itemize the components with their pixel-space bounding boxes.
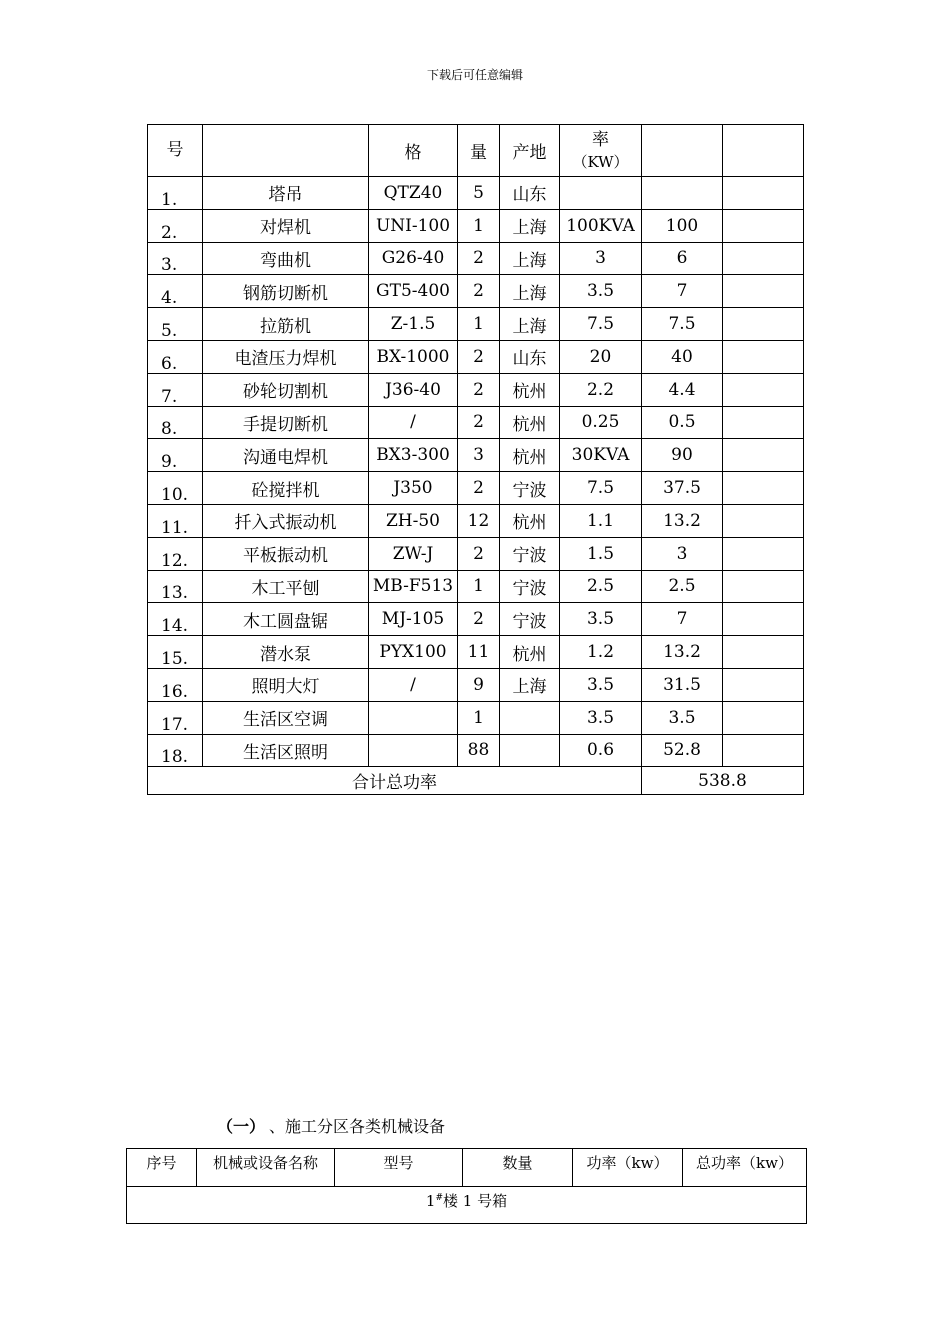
cell-origin: 杭州 bbox=[500, 504, 560, 537]
table-row bbox=[148, 406, 804, 439]
cell-total: 100 bbox=[642, 209, 723, 242]
cell-spec: BX-1000 bbox=[369, 340, 458, 373]
cell-extra bbox=[723, 308, 804, 341]
cell-origin: 上海 bbox=[500, 242, 560, 275]
header-qty: 量 bbox=[458, 125, 500, 177]
group-suffix: 楼 1 号箱 bbox=[443, 1192, 508, 1210]
cell-no: 17. bbox=[148, 701, 203, 734]
table-row bbox=[148, 308, 804, 341]
cell-extra bbox=[723, 209, 804, 242]
cell-power: 3 bbox=[560, 242, 642, 275]
cell-total bbox=[642, 177, 723, 210]
cell-no: 10. bbox=[148, 472, 203, 505]
group-prefix: 1 bbox=[425, 1192, 436, 1210]
cell-origin: 杭州 bbox=[500, 636, 560, 669]
cell-no: 16. bbox=[148, 668, 203, 701]
cell-no: 12. bbox=[148, 537, 203, 570]
cell-name: 生活区空调 bbox=[203, 701, 369, 734]
cell-no: 14. bbox=[148, 603, 203, 636]
cell-origin: 上海 bbox=[500, 275, 560, 308]
table-row bbox=[148, 209, 804, 242]
cell-extra bbox=[723, 636, 804, 669]
cell-name: 照明大灯 bbox=[203, 668, 369, 701]
cell-spec: PYX100 bbox=[369, 636, 458, 669]
cell-extra bbox=[723, 734, 804, 767]
cell-spec: / bbox=[369, 406, 458, 439]
cell-qty: 1 bbox=[458, 570, 500, 603]
cell-extra bbox=[723, 275, 804, 308]
cell-total: 90 bbox=[642, 439, 723, 472]
table-row bbox=[148, 537, 804, 570]
cell-name: 木工圆盘锯 bbox=[203, 603, 369, 636]
cell-extra bbox=[723, 340, 804, 373]
cell-power: 0.6 bbox=[560, 734, 642, 767]
cell-extra bbox=[723, 472, 804, 505]
cell-spec: MB-F513 bbox=[369, 570, 458, 603]
cell-extra bbox=[723, 177, 804, 210]
cell-total: 13.2 bbox=[642, 504, 723, 537]
cell-origin: 山东 bbox=[500, 177, 560, 210]
cell-power: 100KVA bbox=[560, 209, 642, 242]
group-sup: # bbox=[435, 1193, 443, 1203]
header-power bbox=[560, 125, 642, 177]
table-row bbox=[148, 472, 804, 505]
cell-power: 0.25 bbox=[560, 406, 642, 439]
table-row bbox=[148, 636, 804, 669]
cell-total: 0.5 bbox=[642, 406, 723, 439]
cell-name: 钢筋切断机 bbox=[203, 275, 369, 308]
cell-origin: 上海 bbox=[500, 308, 560, 341]
dist-header-total: 总功率（kw） bbox=[683, 1149, 807, 1187]
cell-qty: 2 bbox=[458, 603, 500, 636]
cell-no: 2. bbox=[148, 209, 203, 242]
cell-power: 3.5 bbox=[560, 701, 642, 734]
header-power-line2: （KW） bbox=[572, 152, 629, 171]
cell-spec: J36-40 bbox=[369, 373, 458, 406]
cell-spec: ZW-J bbox=[369, 537, 458, 570]
cell-name: 生活区照明 bbox=[203, 734, 369, 767]
header-origin: 产地 bbox=[500, 125, 560, 177]
cell-extra bbox=[723, 439, 804, 472]
cell-total: 40 bbox=[642, 340, 723, 373]
cell-no: 18. bbox=[148, 734, 203, 767]
cell-power: 30KVA bbox=[560, 439, 642, 472]
cell-origin bbox=[500, 734, 560, 767]
cell-power: 7.5 bbox=[560, 308, 642, 341]
cell-origin: 山东 bbox=[500, 340, 560, 373]
total-value: 538.8 bbox=[642, 767, 804, 795]
cell-spec: ZH-50 bbox=[369, 504, 458, 537]
cell-origin: 杭州 bbox=[500, 406, 560, 439]
table-row bbox=[148, 242, 804, 275]
header-spec: 格 bbox=[369, 125, 458, 177]
cell-spec: / bbox=[369, 668, 458, 701]
cell-qty: 2 bbox=[458, 406, 500, 439]
cell-total: 7 bbox=[642, 275, 723, 308]
cell-spec: BX3-300 bbox=[369, 439, 458, 472]
cell-total: 4.4 bbox=[642, 373, 723, 406]
cell-origin: 宁波 bbox=[500, 570, 560, 603]
cell-no: 15. bbox=[148, 636, 203, 669]
cell-qty: 2 bbox=[458, 340, 500, 373]
cell-name: 手提切断机 bbox=[203, 406, 369, 439]
cell-qty: 1 bbox=[458, 701, 500, 734]
cell-spec: Z-1.5 bbox=[369, 308, 458, 341]
cell-qty: 11 bbox=[458, 636, 500, 669]
cell-spec: G26-40 bbox=[369, 242, 458, 275]
cell-no: 13. bbox=[148, 570, 203, 603]
cell-total: 6 bbox=[642, 242, 723, 275]
header-no: 号 bbox=[148, 125, 203, 177]
cell-power: 3.5 bbox=[560, 603, 642, 636]
dist-group-label bbox=[127, 1187, 807, 1224]
header-name bbox=[203, 125, 369, 177]
cell-extra bbox=[723, 242, 804, 275]
page-note: 下载后可任意编辑 bbox=[426, 68, 523, 82]
cell-extra bbox=[723, 668, 804, 701]
cell-total: 3.5 bbox=[642, 701, 723, 734]
cell-qty: 1 bbox=[458, 209, 500, 242]
table-header-row bbox=[148, 125, 804, 177]
cell-extra bbox=[723, 504, 804, 537]
dist-header-name: 机械或设备名称 bbox=[197, 1149, 335, 1187]
cell-name: 扦入式振动机 bbox=[203, 504, 369, 537]
cell-total: 37.5 bbox=[642, 472, 723, 505]
cell-name: 潜水泵 bbox=[203, 636, 369, 669]
cell-name: 对焊机 bbox=[203, 209, 369, 242]
equipment-table bbox=[147, 124, 804, 795]
cell-total: 13.2 bbox=[642, 636, 723, 669]
cell-spec: GT5-400 bbox=[369, 275, 458, 308]
table-row bbox=[148, 439, 804, 472]
cell-spec: QTZ40 bbox=[369, 177, 458, 210]
cell-qty: 12 bbox=[458, 504, 500, 537]
cell-extra bbox=[723, 701, 804, 734]
cell-qty: 1 bbox=[458, 308, 500, 341]
cell-qty: 2 bbox=[458, 373, 500, 406]
dist-header-qty: 数量 bbox=[463, 1149, 573, 1187]
cell-name: 塔吊 bbox=[203, 177, 369, 210]
header-power-line1: 率 bbox=[592, 129, 609, 150]
cell-power: 7.5 bbox=[560, 472, 642, 505]
dist-header-no: 序号 bbox=[127, 1149, 197, 1187]
cell-no: 1. bbox=[148, 177, 203, 210]
cell-total: 52.8 bbox=[642, 734, 723, 767]
cell-power: 3.5 bbox=[560, 668, 642, 701]
section-heading bbox=[217, 1114, 445, 1137]
cell-qty: 2 bbox=[458, 242, 500, 275]
distribution-table bbox=[126, 1148, 807, 1224]
cell-name: 拉筋机 bbox=[203, 308, 369, 341]
cell-name: 砂轮切割机 bbox=[203, 373, 369, 406]
header-extra bbox=[723, 125, 804, 177]
cell-origin: 宁波 bbox=[500, 537, 560, 570]
cell-extra bbox=[723, 406, 804, 439]
cell-extra bbox=[723, 373, 804, 406]
table-row bbox=[148, 603, 804, 636]
cell-origin: 上海 bbox=[500, 668, 560, 701]
cell-spec: J350 bbox=[369, 472, 458, 505]
cell-qty: 2 bbox=[458, 472, 500, 505]
section-title: 、施工分区各类机械设备 bbox=[269, 1117, 446, 1136]
cell-origin bbox=[500, 701, 560, 734]
cell-name: 木工平刨 bbox=[203, 570, 369, 603]
cell-total: 31.5 bbox=[642, 668, 723, 701]
table-row bbox=[148, 275, 804, 308]
table-row bbox=[148, 340, 804, 373]
header-total bbox=[642, 125, 723, 177]
cell-spec bbox=[369, 734, 458, 767]
cell-power bbox=[560, 177, 642, 210]
cell-spec bbox=[369, 701, 458, 734]
cell-total: 3 bbox=[642, 537, 723, 570]
cell-qty: 9 bbox=[458, 668, 500, 701]
cell-no: 3. bbox=[148, 242, 203, 275]
cell-no: 4. bbox=[148, 275, 203, 308]
cell-power: 1.1 bbox=[560, 504, 642, 537]
cell-origin: 宁波 bbox=[500, 472, 560, 505]
cell-power: 1.5 bbox=[560, 537, 642, 570]
table-row bbox=[148, 177, 804, 210]
table-row bbox=[148, 668, 804, 701]
cell-name: 平板振动机 bbox=[203, 537, 369, 570]
cell-origin: 杭州 bbox=[500, 373, 560, 406]
cell-power: 20 bbox=[560, 340, 642, 373]
cell-spec: UNI-100 bbox=[369, 209, 458, 242]
cell-no: 11. bbox=[148, 504, 203, 537]
cell-qty: 5 bbox=[458, 177, 500, 210]
cell-origin: 宁波 bbox=[500, 603, 560, 636]
dist-header-model: 型号 bbox=[335, 1149, 463, 1187]
total-label: 合计总功率 bbox=[148, 767, 642, 795]
dist-group-row bbox=[127, 1187, 807, 1224]
cell-no: 5. bbox=[148, 308, 203, 341]
cell-power: 2.5 bbox=[560, 570, 642, 603]
cell-power: 1.2 bbox=[560, 636, 642, 669]
table-row bbox=[148, 504, 804, 537]
cell-qty: 88 bbox=[458, 734, 500, 767]
dist-header-power: 功率（kw） bbox=[573, 1149, 683, 1187]
cell-no: 9. bbox=[148, 439, 203, 472]
total-row bbox=[148, 767, 804, 795]
cell-no: 7. bbox=[148, 373, 203, 406]
table-row bbox=[148, 570, 804, 603]
cell-name: 弯曲机 bbox=[203, 242, 369, 275]
cell-name: 砼搅拌机 bbox=[203, 472, 369, 505]
cell-qty: 3 bbox=[458, 439, 500, 472]
cell-total: 7 bbox=[642, 603, 723, 636]
cell-qty: 2 bbox=[458, 275, 500, 308]
table-row bbox=[148, 373, 804, 406]
cell-extra bbox=[723, 537, 804, 570]
cell-qty: 2 bbox=[458, 537, 500, 570]
table-row bbox=[148, 701, 804, 734]
cell-spec: MJ-105 bbox=[369, 603, 458, 636]
cell-origin: 上海 bbox=[500, 209, 560, 242]
cell-no: 6. bbox=[148, 340, 203, 373]
cell-name: 沟通电焊机 bbox=[203, 439, 369, 472]
cell-extra bbox=[723, 570, 804, 603]
cell-power: 2.2 bbox=[560, 373, 642, 406]
cell-total: 2.5 bbox=[642, 570, 723, 603]
dist-header-row bbox=[127, 1149, 807, 1187]
section-number: （一） bbox=[217, 1117, 258, 1136]
cell-no: 8. bbox=[148, 406, 203, 439]
cell-power: 3.5 bbox=[560, 275, 642, 308]
cell-extra bbox=[723, 603, 804, 636]
cell-name: 电渣压力焊机 bbox=[203, 340, 369, 373]
cell-origin: 杭州 bbox=[500, 439, 560, 472]
cell-total: 7.5 bbox=[642, 308, 723, 341]
table-row bbox=[148, 734, 804, 767]
